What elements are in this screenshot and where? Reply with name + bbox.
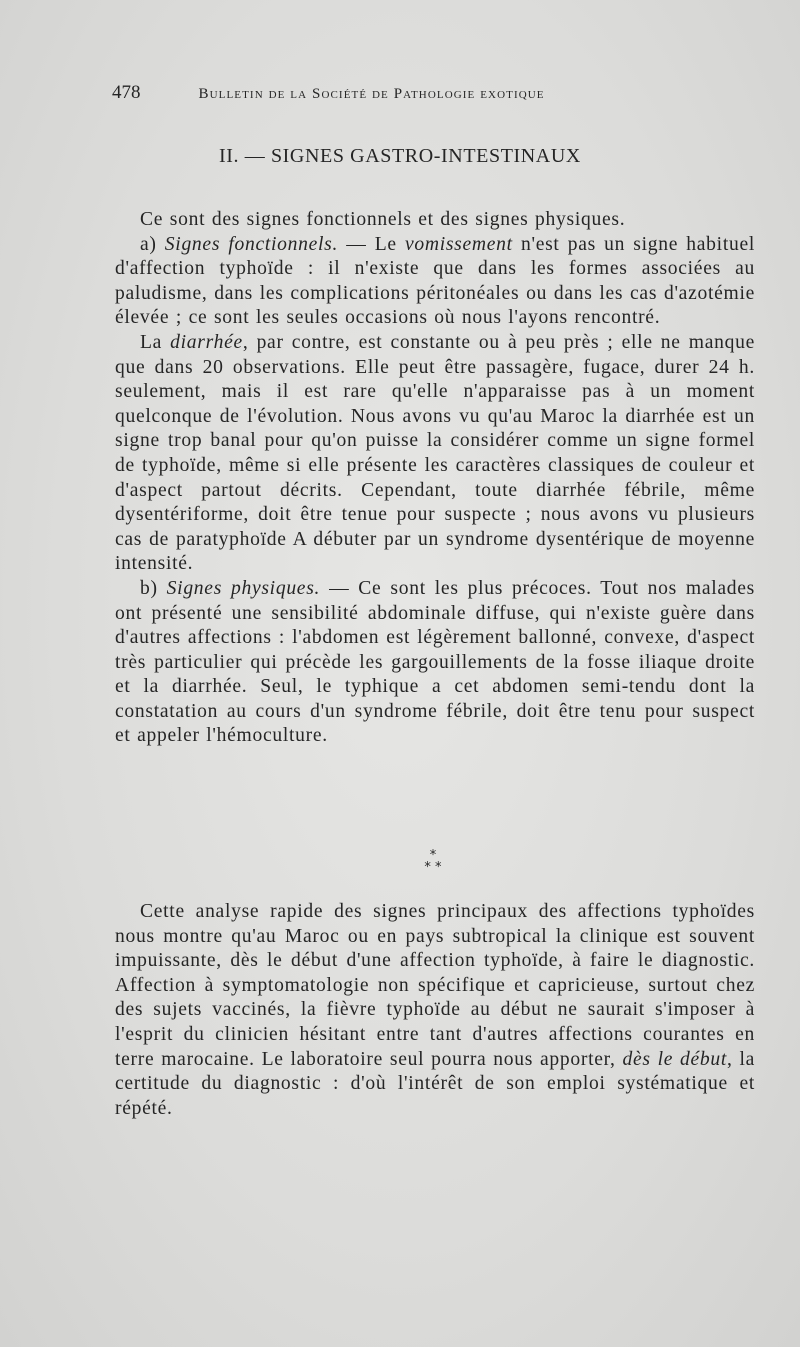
asterism-top: * [429,848,437,863]
paragraph-diarrhee: La diarrhée, par contre, est constante ou à peu près ; elle ne manque que dans 20 observations. Elle peut être passagère, fugace, durer 24 h. seulement, mais il est rare qu'elle n'apparaisse pas à un moment quelconque de l'évolution. Nous avons vu qu'au Maroc la diarrhée est un signe trop banal pour qu'on puisse la considérer comme un signe formel de typhoïde, même si elle présente les caractères classiques de couleur et d'aspect partout décrits. Cependant, toute diarrhée fébrile, même dysentériforme, doit être tenue pour suspecte ; nous avons vu plusieurs cas de paratyphoïde A débuter par un syndrome dysentérique de moyenne intensité. [115,331,755,575]
intro-paragraph: Ce sont des signes fonctionnels et des signes physiques. [140,209,626,230]
emphasis-des-le-debut: dès le début [622,1048,727,1070]
paragraph-marker: b) [140,577,158,599]
body-text-conclusion [115,900,755,1121]
journal-title: Bulletin de la Société de Pathologie exotique [198,86,545,102]
conclusion-paragraph: Cette analyse rapide des signes principaux des affections typhoïdes nous montre qu'au Maroc ou en pays subtropical la clinique est souvent impuissante, dès le début d'une affection typhoïde, à faire le diagnostic. Affection à symptomatologie non spécifique et capricieuse, surtout chez des sujets vaccinés, la fièvre typhoïde au début ne saurait s'imposer à l'esprit du clinicien hésitant entre tant d'autres affections courantes en terre marocaine. Le laboratoire seul pourra nous apporter, dès le début, la certitude du diagnostic : d'où l'intérêt de son emploi systématique et répété. [115,901,755,1119]
subheading-signes-physiques: Signes physiques. [166,577,321,599]
term-diarrhee: diarrhée [170,331,243,353]
paragraph-signes-physiques: b) Signes physiques. — Ce sont les plus précoces. Tout nos malades ont présenté une sensibilité abdominale diffuse, qui n'existe guère dans d'autres affections : l'abdomen est légèrement ballonné, convexe, d'aspect très particulier qui précède les gargouillements de la fosse iliaque droite et la diarrhée. Seul, le typhique a cet abdomen semi-tendu dont la constatation au cours d'un syndrome fébrile, doit être tenu pour suspect et appeler l'hémoculture. [115,577,755,747]
asterism-separator [418,850,448,874]
paragraph-signes-fonctionnels: a) Signes fonctionnels. — Le vomissement n'est pas un signe habituel d'affection typhoïde : il n'existe que dans les formes associées au paludisme, dans les complications péritonéales ou dans les cas d'azotémie élevée ; ce sont les seules occasions où nous l'ayons rencontré. [115,233,756,329]
paragraph-marker: a) [140,233,157,255]
subheading-signes-fonctionnels: Signes fonctionnels. [164,233,339,255]
asterism-bottom: * * [424,860,442,875]
running-head [112,82,672,104]
section-title: II. — SIGNES GASTRO-INTESTINAUX [219,145,581,167]
page-number: 478 [112,82,141,103]
body-text-main [115,208,755,749]
term-vomissement: vomissement [404,233,513,255]
